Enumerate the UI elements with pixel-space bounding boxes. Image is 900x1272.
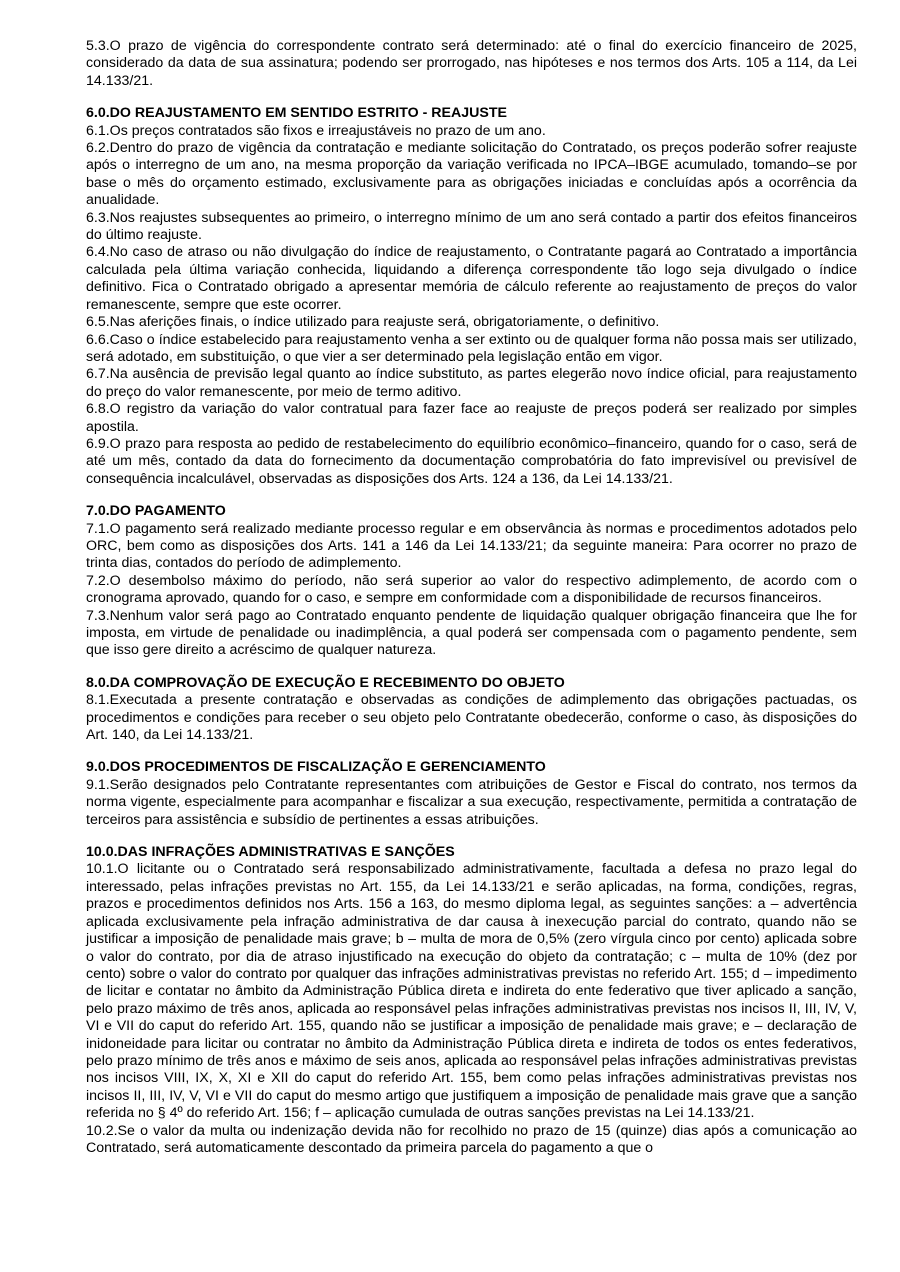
clause-7-3: 7.3.Nenhum valor será pago ao Contratado enquanto pendente de liquidação qualquer obrigação financeira que lhe for imposta, em virtude de penalidade ou inadimplência, a qual poderá ser compensada com o pagamento pendente, sem que isso gere direito a acréscimo de qualquer natureza. [86,607,857,659]
clause-6-6: 6.6.Caso o índice estabelecido para reajustamento venha a ser extinto ou de qualquer forma não possa mais ser utilizado, será adotado, em substituição, o que vier a ser determinado pela legislação então em vigor. [86,331,857,365]
document-page [86,38,857,1172]
clause-6-5: 6.5.Nas aferições finais, o índice utilizado para reajuste será, obrigatoriamente, o definitivo. [86,314,660,331]
clause-8-1: 8.1.Executada a presente contratação e observadas as condições de adimplemento das obrigações pactuadas, os procedimentos e condições para receber o seu objeto pelo Contratante obedecerão, conforme o caso, às disposições do Art. 140, da Lei 14.133/21. [86,692,857,744]
clause-7-1: 7.1.O pagamento será realizado mediante processo regular e em observância às normas e procedimentos adotados pelo ORC, bem como as disposições dos Arts. 141 a 146 da Lei 14.133/21; da seguinte maneira: Para ocorrer no prazo de trinta dias, contados do período de adimplemento. [86,520,857,572]
clause-6-8: 6.8.O registro da variação do valor contratual para fazer face ao reajuste de preços poderá ser realizado por simples apostila. [86,401,857,435]
section-heading-6: 6.0.DO REAJUSTAMENTO EM SENTIDO ESTRITO - REAJUSTE [86,105,507,122]
section-heading-10: 10.0.DAS INFRAÇÕES ADMINISTRATIVAS E SANÇÕES [86,844,455,861]
clause-6-7: 6.7.Na ausência de previsão legal quanto ao índice substituto, as partes elegerão novo índice oficial, para reajustamento do preço do valor remanescente, por meio de termo aditivo. [86,366,857,400]
section-heading-9: 9.0.DOS PROCEDIMENTOS DE FISCALIZAÇÃO E GERENCIAMENTO [86,759,546,776]
clause-5-3: 5.3.O prazo de vigência do correspondente contrato será determinado: até o final do exercício financeiro de 2025, considerado da data de sua assinatura; podendo ser prorrogado, nas hipóteses e nos termos dos Arts. 105 a 114, da Lei 14.133/21. [86,38,857,89]
section-10-infracoes [86,844,857,1157]
clause-6-9: 6.9.O prazo para resposta ao pedido de restabelecimento do equilíbrio econômico–financeiro, quando for o caso, será de até um mês, contado da data do fornecimento da documentação comprobatória do fato imprevisível ou previsível de consequência incalculável, observadas as disposições dos Arts. 124 a 136, da Lei 14.133/21. [86,435,857,487]
section-9-fiscalizacao [86,759,857,829]
clause-6-1: 6.1.Os preços contratados são fixos e irreajustáveis no prazo de um ano. [86,122,546,139]
section-heading-8: 8.0.DA COMPROVAÇÃO DE EXECUÇÃO E RECEBIMENTO DO OBJETO [86,674,565,691]
section-5-3 [86,38,857,90]
section-6-reajuste [86,105,857,488]
section-7-pagamento [86,503,857,660]
section-heading-7: 7.0.DO PAGAMENTO [86,503,226,520]
clause-6-2: 6.2.Dentro do prazo de vigência da contratação e mediante solicitação do Contratado, os preços poderão sofrer reajuste após o interregno de um ano, na mesma proporção da variação verificada no IPCA–IBGE acumulado, tomando–se por base o mês do orçamento estimado, exclusivamente para as obrigações iniciadas e concluídas após a ocorrência da anualidade. [86,140,857,209]
clause-6-3: 6.3.Nos reajustes subsequentes ao primeiro, o interregno mínimo de um ano será contado a partir dos efeitos financeiros do último reajuste. [86,209,857,244]
clause-10-1: 10.1.O licitante ou o Contratado será responsabilizado administrativamente, facultada a defesa no prazo legal do interessado, pelas infrações previstas no Art. 155, da Lei 14.133/21 e serão aplicadas, na forma, condições, regras, prazos e procedimentos definidos nos Arts. 156 a 163, do mesmo diploma legal, as seguintes sanções: a – advertência aplicada exclusivamente pela infração administrativa de dar causa à inexecução parcial do contrato, quando não se justificar a imposição de penalidade mais grave; b – multa de mora de 0,5% (zero vírgula cinco por cento) aplicada sobre o valor do contrato, por dia de atraso injustificado na execução do objeto da contratação; c – multa de 10% (dez por cento) sobre o valor do contrato por qualquer das infrações administrativas previstas no referido Art. 155; d – impedimento de licitar e contatar no âmbito da Administração Pública direta e indireta do ente federativo que tiver aplicado a sanção, pelo prazo máximo de três anos, aplicada ao responsável pelas infrações administrativas previstas nos incisos II, III, IV, V, VI e VII do caput do referido Art. 155, quando não se justificar a imposição de penalidade mais grave; e – declaração de inidoneidade para licitar ou contratar no âmbito da Administração Pública direta e indireta de todos os entes federativos, pelo prazo mínimo de três anos e máximo de seis anos, aplicada ao responsável pelas infrações administrativas previstas nos incisos VIII, IX, X, XI e XII do caput do referido Art. 155, bem como pelas infrações administrativas previstas nos incisos II, III, IV, V, VI e VII do caput do mesmo artigo que justifiquem a imposição de penalidade mais grave que a sanção referida no § 4º do referido Art. 156; f – aplicação cumulada de outras sanções previstas na Lei 14.133/21. [86,861,857,1122]
clause-10-2: 10.2.Se o valor da multa ou indenização devida não for recolhido no prazo de 15 (quinze) dias após a comunicação ao Contratado, será automaticamente descontado da primeira parcela do pagamento a que o [86,1122,857,1156]
clause-9-1: 9.1.Serão designados pelo Contratante representantes com atribuições de Gestor e Fiscal do contrato, nos termos da norma vigente, especialmente para acompanhar e fiscalizar a sua execução, respectivamente, permitida a contratação de terceiros para assistência e subsídio de pertinentes a essas atribuições. [86,776,857,828]
clause-7-2: 7.2.O desembolso máximo do período, não será superior ao valor do respectivo adimplemento, de acordo com o cronograma aprovado, quando for o caso, e sempre em conformidade com a disponibilidade de recursos financeiros. [86,572,857,607]
section-8-comprovacao [86,675,857,745]
clause-6-4: 6.4.No caso de atraso ou não divulgação do índice de reajustamento, o Contratante pagará ao Contratado a importância calculada pela última variação conhecida, liquidando a diferença correspondente tão logo seja divulgado o índice definitivo. Fica o Contratado obrigado a apresentar memória de cálculo referente ao reajustamento de preços do valor remanescente, sempre que este ocorrer. [86,244,857,313]
